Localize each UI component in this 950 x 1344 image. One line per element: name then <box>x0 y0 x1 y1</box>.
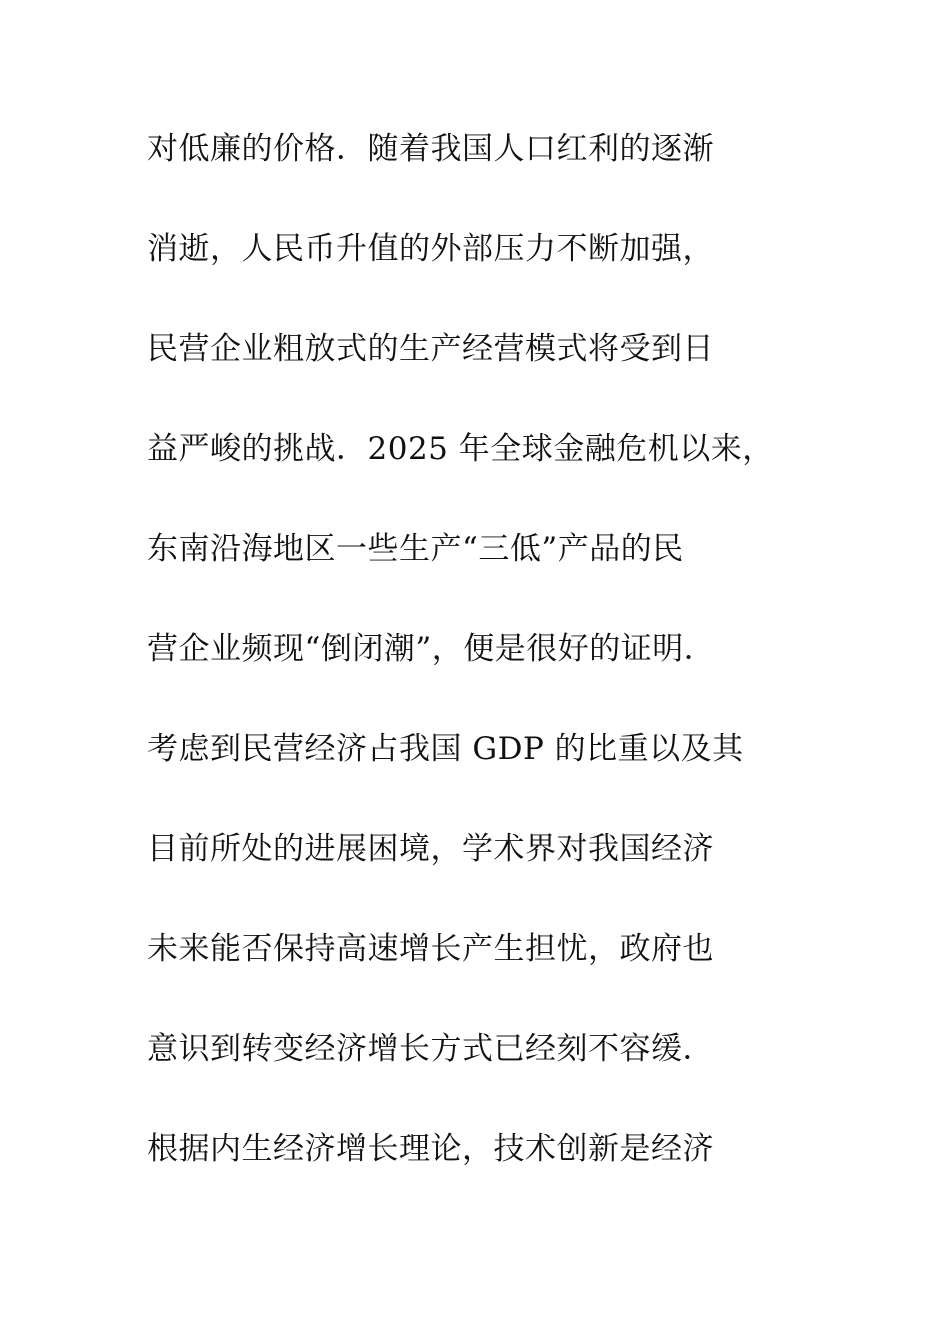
text-line: 消逝，人民币升值的外部压力不断加强， <box>147 231 714 267</box>
text-line: 对低廉的价格．随着我国人口红利的逐渐 <box>147 131 714 167</box>
text-line: 根据内生经济增长理论，技术创新是经济 <box>147 1131 714 1167</box>
text-line: 民营企业粗放式的生产经营模式将受到日 <box>147 331 714 367</box>
text-line: 未来能否保持高速增长产生担忧，政府也 <box>147 931 714 967</box>
text-line: 东南沿海地区一些生产“三低”产品的民 <box>147 531 684 567</box>
text-line: 营企业频现“倒闭潮”，便是很好的证明． <box>147 631 716 667</box>
text-line: 目前所处的进展困境，学术界对我国经济 <box>147 831 714 867</box>
text-line: 意识到转变经济增长方式已经刻不容缓． <box>147 1031 714 1067</box>
body-text <box>147 125 847 1225</box>
text-line: 考虑到民营经济占我国 GDP 的比重以及其 <box>147 731 744 767</box>
text-line: 益严峻的挑战．2025 年全球金融危机以来， <box>147 431 774 467</box>
